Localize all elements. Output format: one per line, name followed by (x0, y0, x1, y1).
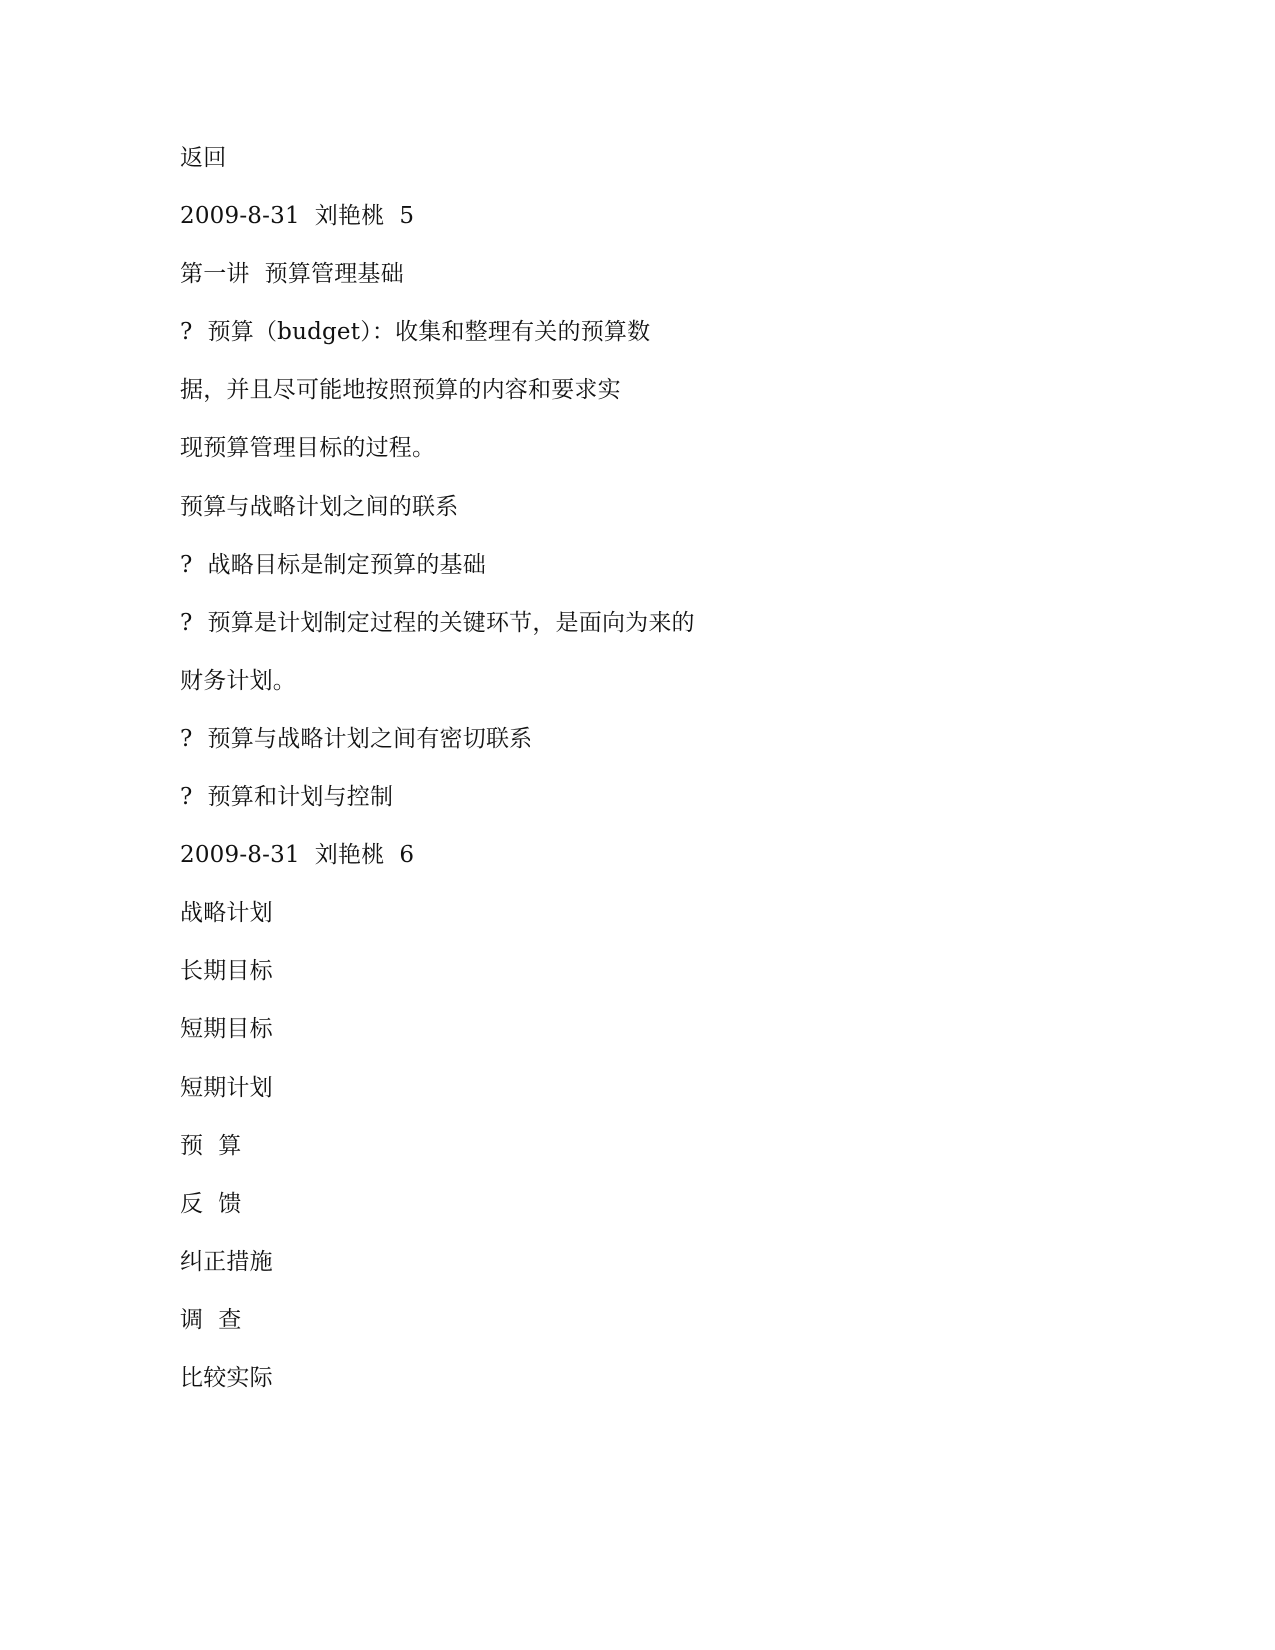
diagram-label: 长期目标 (180, 958, 273, 985)
document-body (180, 138, 1140, 1416)
section-heading: 预算与战略计划之间的联系 (180, 493, 459, 520)
diagram-label: 预 算 (180, 1132, 242, 1159)
slide-footer: 2009-8-31 刘艳桃 5 (180, 203, 415, 230)
body-line: 财务计划。 (180, 667, 296, 694)
diagram-label: 调 查 (180, 1306, 242, 1333)
diagram-label: 短期计划 (180, 1074, 273, 1101)
body-line: 现预算管理目标的过程。 (180, 435, 436, 462)
diagram-label: 纠正措施 (180, 1248, 273, 1275)
body-line: ? 预算（budget）：收集和整理有关的预算数 (180, 319, 651, 346)
lecture-title: 第一讲 预算管理基础 (180, 261, 404, 288)
diagram-label: 反 馈 (180, 1190, 242, 1217)
slide-footer: 2009-8-31 刘艳桃 6 (180, 842, 415, 869)
bullet-item: ? 预算是计划制定过程的关键环节，是面向为来的 (180, 609, 695, 636)
back-link[interactable]: 返回 (180, 145, 227, 171)
bullet-item: ? 预算与战略计划之间有密切联系 (180, 725, 533, 752)
body-line: 据，并且尽可能地按照预算的内容和要求实 (180, 377, 621, 404)
diagram-label: 比较实际 (180, 1364, 273, 1391)
diagram-label: 战略计划 (180, 900, 273, 927)
diagram-label: 短期目标 (180, 1016, 273, 1043)
bullet-item: ? 预算和计划与控制 (180, 784, 394, 811)
bullet-item: ? 战略目标是制定预算的基础 (180, 551, 486, 578)
